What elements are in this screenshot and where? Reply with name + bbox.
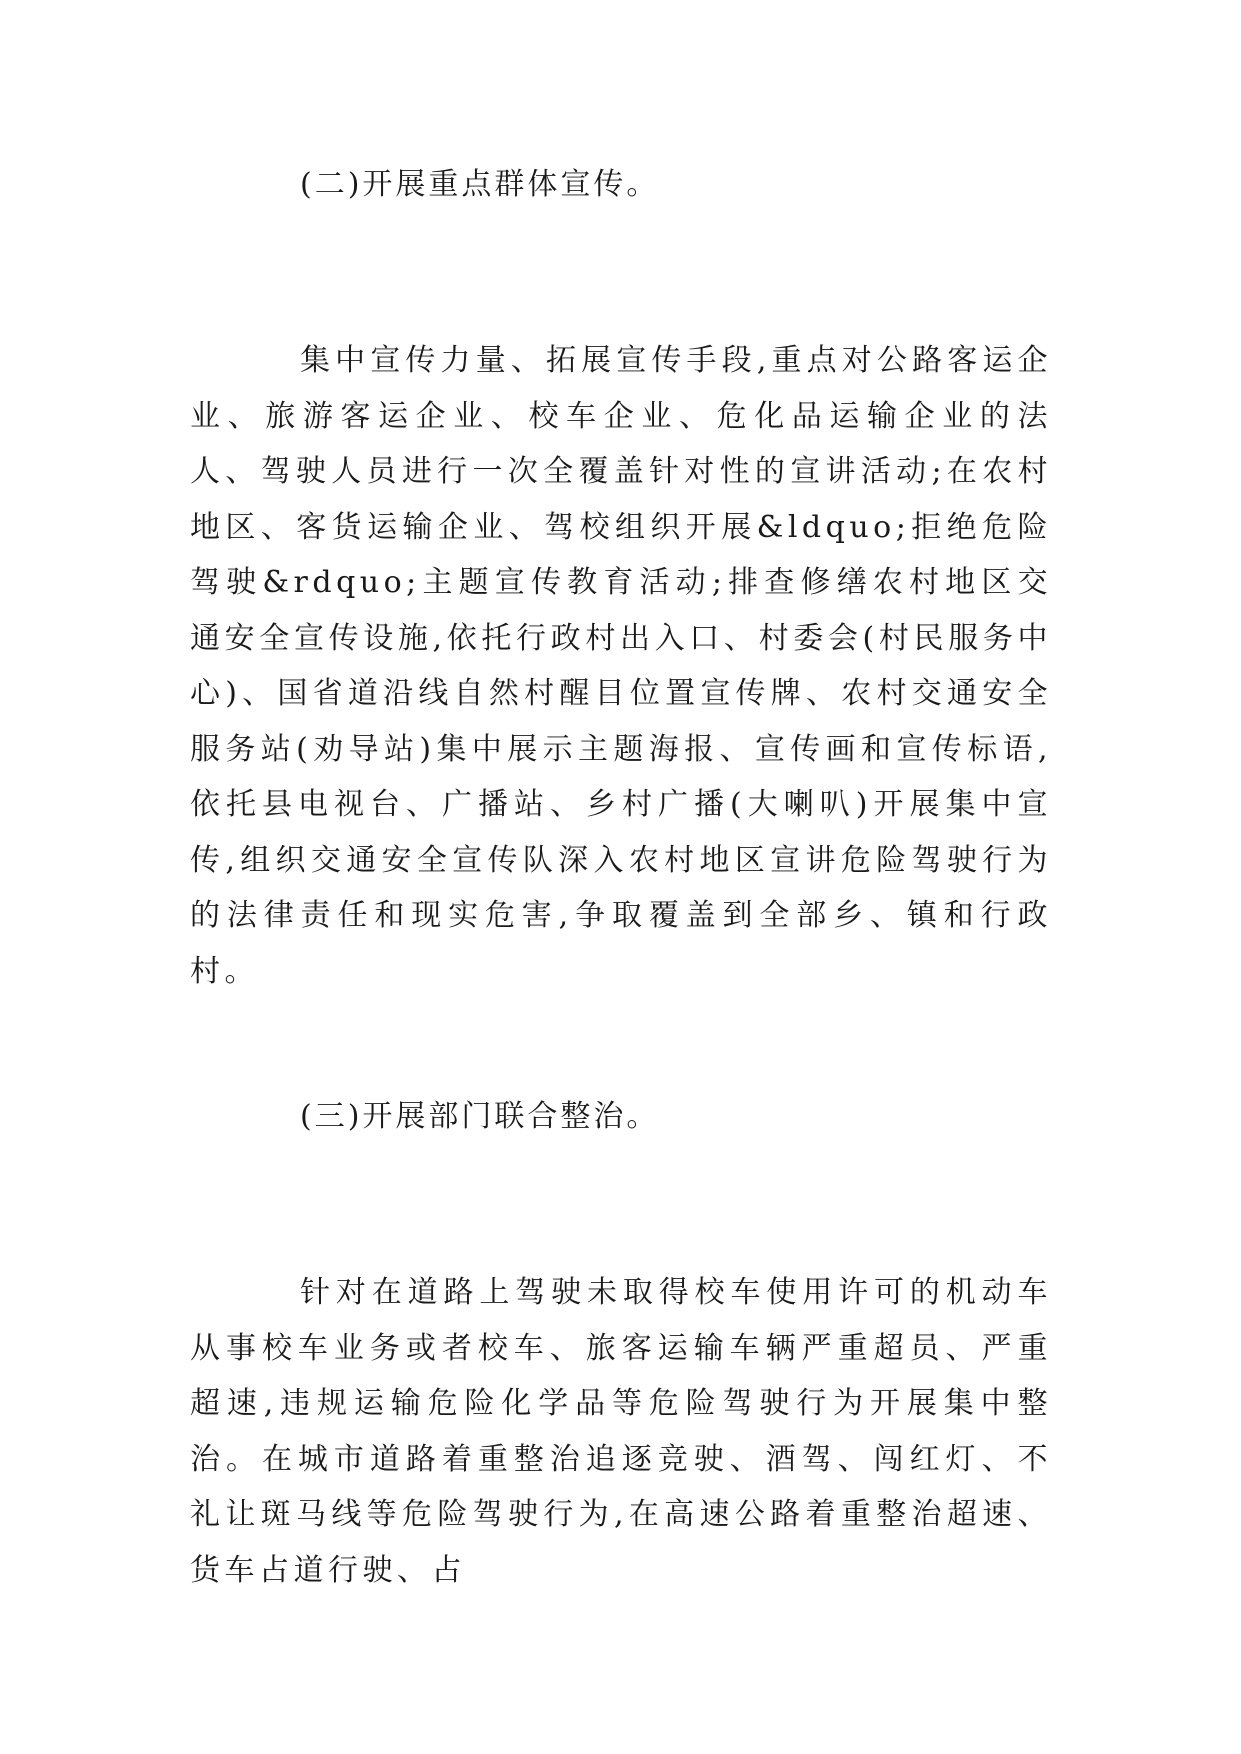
section-heading: (二)开展重点群体宣传。	[300, 167, 660, 202]
section-heading: (三)开展部门联合整治。	[300, 1099, 660, 1134]
body-paragraph: 针对在道路上驾驶未取得校车使用许可的机动车从事校车业务或者校车、旅客运输车辆严重超员、严重超速,违规运输危险化学品等危险驾驶行为开展集中整治。在城市道路着重整治追逐竞驶、酒驾、闯红灯、不礼让斑马线等危险驾驶行为,在高速公路着重整治超速、货车占道行驶、占	[190, 1275, 1052, 1588]
body-paragraph: 集中宣传力量、拓展宣传手段,重点对公路客运企业、旅游客运企业、校车企业、危化品运输企业的法人、驾驶人员进行一次全覆盖针对性的宣讲活动;在农村地区、客货运输企业、驾校组织开展&ldquo;拒绝危险驾驶&rdquo;主题宣传教育活动;排查修缮农村地区交通安全宣传设施,依托行政村出入口、村委会(村民服务中心)、国省道沿线自然村醒目位置宣传牌、农村交通安全服务站(劝导站)集中展示主题海报、宣传画和宣传标语,依托县电视台、广播站、乡村广播(大喇叭)开展集中宣传,组织交通安全宣传队深入农村地区宣讲危险驾驶行为的法律责任和现实危害,争取覆盖到全部乡、镇和行政村。	[190, 343, 1052, 989]
